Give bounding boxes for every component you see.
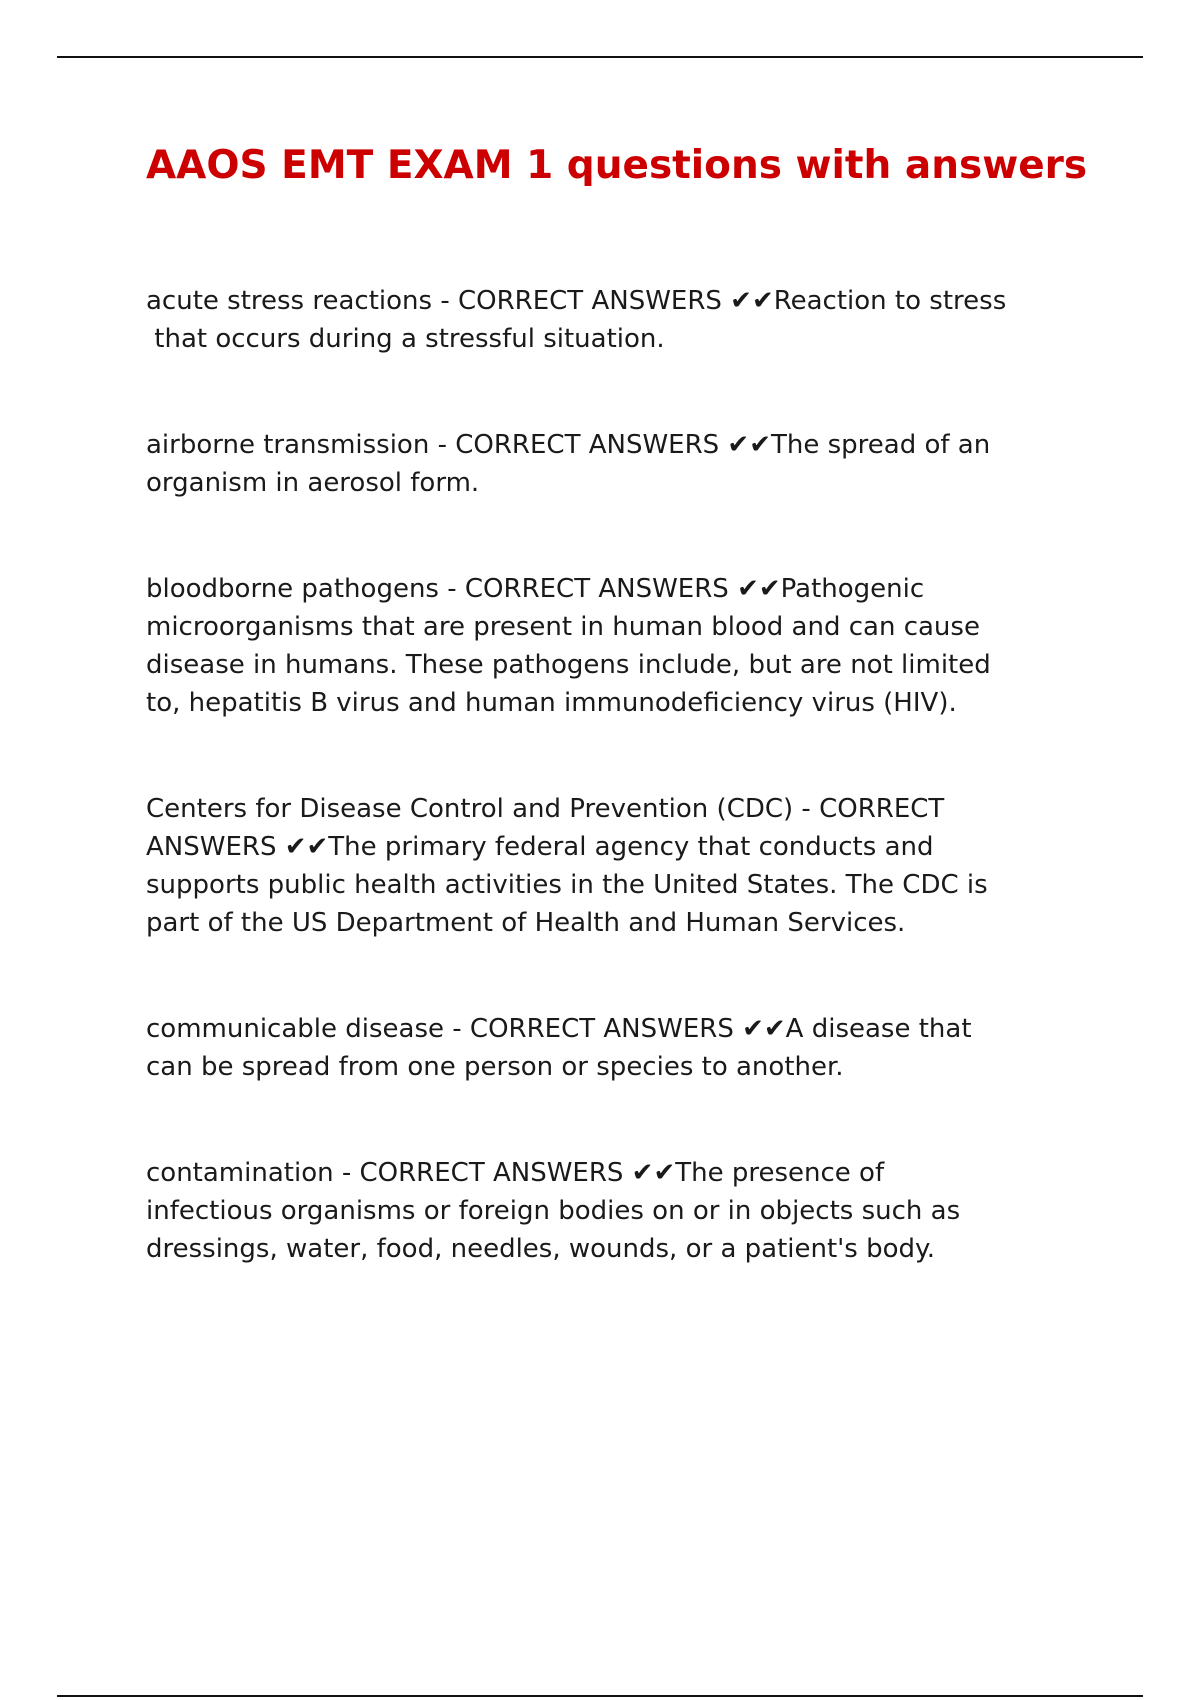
entry-list — [146, 282, 1096, 1268]
entry-bloodborne-pathogens: bloodborne pathogens - CORRECT ANSWERS ✔✔Pathogenic microorganisms that are present in human blood and can cause disease in humans. These pathogens include, but are not limited to, hepatitis B virus and human immunodeficiency virus (HIV). — [146, 574, 991, 718]
entry-acute-stress-reactions: acute stress reactions - CORRECT ANSWERS ✔✔Reaction to stress that occurs during a stressful situation. — [146, 286, 1007, 354]
entry-communicable-disease: communicable disease - CORRECT ANSWERS ✔✔A disease that can be spread from one person or species to another. — [146, 1014, 972, 1082]
entry-contamination: contamination - CORRECT ANSWERS ✔✔The presence of infectious organisms or foreign bodies on or in objects such as dressings, water, food, needles, wounds, or a patient's body. — [146, 1158, 961, 1264]
entry-airborne-transmission: airborne transmission - CORRECT ANSWERS ✔✔The spread of an organism in aerosol form. — [146, 430, 991, 498]
bottom-rule — [57, 1695, 1143, 1697]
document-body — [146, 138, 1096, 1336]
top-rule — [57, 56, 1143, 58]
entry-cdc: Centers for Disease Control and Prevention (CDC) - CORRECT ANSWERS ✔✔The primary federal agency that conducts and supports public health activities in the United States. The CDC is part of the US Department of Health and Human Services. — [146, 794, 988, 938]
document-title: AAOS EMT EXAM 1 questions with answers — [146, 143, 1088, 188]
